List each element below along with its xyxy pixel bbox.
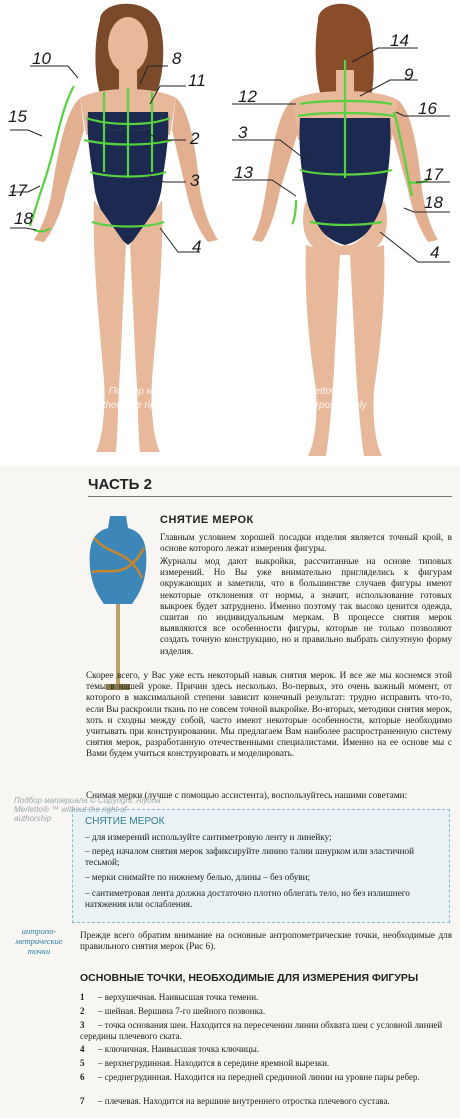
back-label-4: 4 [430, 243, 440, 262]
back-label-13: 13 [234, 163, 253, 182]
figure-illustration [0, 0, 460, 466]
tip-box [72, 809, 450, 923]
back-label-17: 17 [424, 165, 443, 184]
front-label-4: 4 [192, 237, 202, 256]
tip-item: – для измерений используйте сантиметровую ленту и линейку; [85, 832, 332, 842]
list-item [80, 992, 452, 1003]
point-text: – верхушечная. Наивысшая точка темени. [98, 992, 259, 1002]
front-figure [10, 4, 218, 452]
intro-paragraph-2: Журналы мод дают выкройки, рассчитанные на основе типовых измерений. Но Вы уже внимательно пригляделись к фигурам окружающих и заметили, что в большинстве случаев фигуры имеют некоторые отклонения от нормы, а значит, использование готовых выкроек будет затруднено. Именно поэтому так высоко ценится одежда, сшитая по индивидуальным меркам. В процессе снятия мерок выявляются все особенности фигуры, которые не только позволяют создать точную конструкцию, но и правильно выбрать силуэтную форму изделия. [160, 556, 452, 656]
point-text: – шейная. Вершина 7-го шейного позвонка. [98, 1006, 266, 1016]
points-title: ОСНОВНЫЕ ТОЧКИ, НЕОБХОДИМЫЕ ДЛЯ ИЗМЕРЕНИЯ ФИГУРЫ [80, 972, 419, 984]
front-label-2: 2 [190, 129, 200, 148]
point-number: 7 [80, 1096, 85, 1106]
back-label-12: 12 [238, 87, 257, 106]
part-title: ЧАСТЬ 2 [88, 476, 152, 493]
tip-item: – перед началом снятия мерок зафиксируйте линию талии шнурком или эластичной тесьмой; [85, 846, 415, 867]
list-item [80, 1020, 452, 1042]
point-text: – плечевая. Находится на вершине внутреннего отростка плечевого сустава. [98, 1096, 390, 1106]
list-item [80, 1072, 452, 1083]
list-item [80, 1096, 452, 1107]
intro-paragraph-3: Скорее всего, у Вас уже есть некоторый навык снятия мерок. И все же мы коснемся этой темы в нашей уроке. Причин здесь несколько. Во-первых, это очень важный момент, от которого в максимальной степени зависит конечный результат: трудно исправить что-то, если Вы раскроили ткань по не совсем точной выкройке. Во-вторых, методики снятия мерок, хоть и сходны между собой, часто имеют некоторые особенности, которые необходимо учитывать при конструировании. Мы предлагаем Вам наиболее распространенную систему снятия мерок, разработанную отечественными специалистами. Именно на ее основе мы с Вами будем учиться конструировать и моделировать. [86, 670, 452, 759]
front-label-18: 18 [14, 209, 33, 228]
front-label-15: 15 [8, 107, 27, 126]
advice-lead: Снимая мерки (лучше с помощью ассистента), воспользуйтесь нашими советами: [86, 790, 408, 800]
side-note: антропо-метрические точки [15, 926, 63, 956]
front-label-11: 11 [188, 71, 206, 90]
list-item [80, 1058, 452, 1069]
watermark-line-2: without the right of authorship, for informational purposes only [93, 400, 367, 411]
watermark-line-1: Подбор материала © Copyright: Alyona Merletto® ™ [108, 386, 352, 397]
point-number: 2 [80, 1006, 85, 1016]
back-label-16: 16 [418, 99, 437, 118]
back-label-3: 3 [238, 123, 248, 142]
point-number: 6 [80, 1072, 85, 1082]
tip-item: – мерки снимайте по нижнему белью, длины – без обуви; [85, 872, 311, 882]
section-title: СНЯТИЕ МЕРОК [160, 514, 254, 526]
title-rule [88, 496, 452, 497]
point-text: – верхнегрудинная. Находится в середине яремной вырезки. [98, 1058, 330, 1068]
watermark-small: Подбор материала © Copyright: Alyona Merletto® ™ without the right of authorship [14, 796, 161, 823]
point-text: – точка основания шеи. Находится на пересечении линии обхвата шеи с условной линией середины плечевого ската. [80, 1020, 443, 1041]
back-label-18: 18 [424, 193, 443, 212]
list-item [80, 1006, 452, 1017]
tip-box-title: СНЯТИЕ МЕРОК [85, 816, 165, 827]
point-number: 1 [80, 992, 85, 1002]
front-label-8: 8 [172, 49, 182, 68]
tip-item: – сантиметровая лента должна достаточно плотно облегать тело, но без излишнего натяжения или ослабления. [85, 888, 410, 909]
point-number: 3 [80, 1020, 85, 1030]
point-text: – ключичная. Наивысшая точка ключицы. [98, 1044, 260, 1054]
point-text: – среднегрудинная. Находится на передней срединной линии на уровне пары ребер. [98, 1072, 420, 1082]
point-number: 4 [80, 1044, 85, 1054]
book-page [0, 466, 460, 1118]
front-label-17: 17 [8, 181, 27, 200]
intro-paragraph-1: Главным условием хорошей посадки изделия является точный крой, в основе которого лежат измерения фигуры. [160, 532, 452, 554]
list-item [80, 1044, 452, 1055]
points-intro: Прежде всего обратим внимание на основные антропометрические точки, необходимые для правильного снятия мерок (Рис 6). [80, 930, 452, 952]
front-label-3: 3 [190, 171, 200, 190]
front-label-10: 10 [32, 49, 51, 68]
point-number: 5 [80, 1058, 85, 1068]
back-label-14: 14 [390, 31, 409, 50]
back-label-9: 9 [404, 65, 414, 84]
